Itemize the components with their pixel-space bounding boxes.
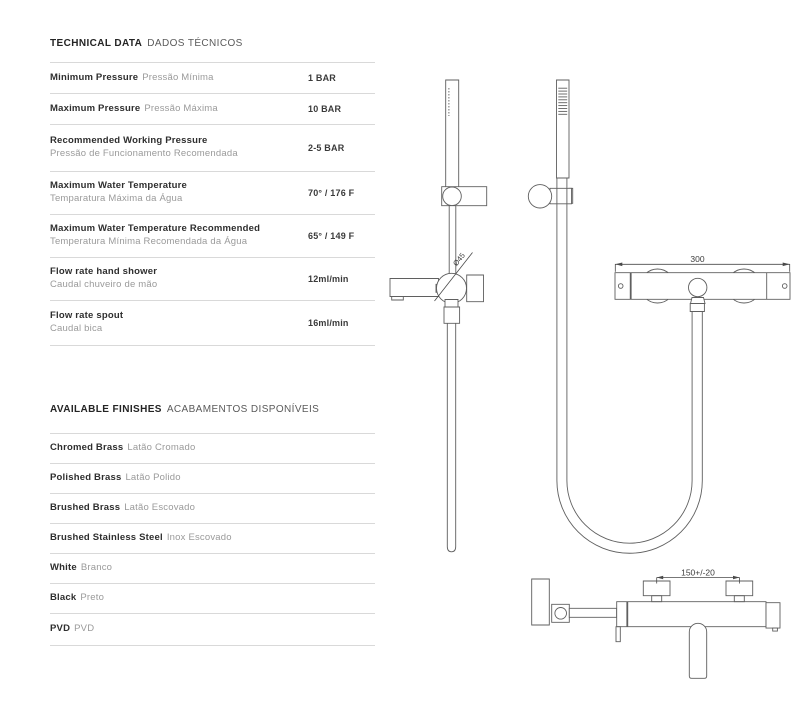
spout-aerator bbox=[392, 297, 404, 301]
row-label-en: White bbox=[50, 562, 77, 574]
row-value: 1 BAR bbox=[308, 73, 337, 83]
mixer-top-view bbox=[615, 254, 790, 312]
row-label-pt: Preto bbox=[80, 592, 105, 604]
slider-knob bbox=[443, 187, 462, 206]
hand-shower-holder bbox=[532, 579, 550, 625]
end-cap bbox=[766, 603, 780, 628]
width-dimension-label: 300 bbox=[690, 254, 705, 264]
row-value: 70° / 176 F bbox=[308, 188, 355, 198]
bath-mixer-front-view bbox=[532, 568, 780, 679]
row-label-en: Brushed Stainless Steel bbox=[50, 532, 163, 544]
hand-shower-front bbox=[446, 80, 459, 187]
row-value: 65° / 149 F bbox=[308, 231, 355, 241]
diverter-knob bbox=[467, 275, 484, 302]
bath-spout bbox=[689, 623, 706, 678]
row-label-en: Brushed Brass bbox=[50, 502, 121, 514]
spacing-dimension-label: 150+/-20 bbox=[681, 567, 715, 578]
safety-button bbox=[773, 628, 778, 631]
hose-outlet-connector bbox=[691, 298, 706, 304]
connecting-rail bbox=[569, 608, 616, 617]
row-label-en: Maximum Water Temperature bbox=[50, 180, 187, 192]
row-label-en: Polished Brass bbox=[50, 472, 122, 484]
row-label-pt: Latão Escovado bbox=[124, 502, 196, 514]
mixer-body-bar bbox=[617, 602, 766, 627]
width-dimension bbox=[615, 254, 789, 272]
row-label-pt: Temperatura Mínima Recomendada da Água bbox=[50, 236, 248, 247]
diameter-dimension-label: Ø45 bbox=[451, 251, 467, 268]
hand-shower-side bbox=[557, 80, 570, 178]
row-label-pt: Latão Cromado bbox=[127, 442, 196, 454]
shower-hose bbox=[557, 178, 705, 553]
row-label-en: Chromed Brass bbox=[50, 442, 124, 454]
row-label-en: Recommended Working Pressure bbox=[50, 135, 208, 147]
row-label-en: Black bbox=[50, 592, 77, 604]
row-label-en: Flow rate hand shower bbox=[50, 266, 158, 278]
row-label-pt: Caudal bica bbox=[50, 323, 103, 334]
row-label-pt: Pressão Mínima bbox=[142, 71, 214, 83]
row-label-en: Flow rate spout bbox=[50, 310, 124, 322]
row-label-pt: PVD bbox=[74, 623, 95, 635]
row-label-en: Maximum Water Temperature Recommended bbox=[50, 223, 261, 235]
wall-bracket-knob bbox=[528, 185, 551, 208]
lever-handle bbox=[616, 627, 620, 642]
mixer-body bbox=[437, 273, 467, 303]
nozzle-grid bbox=[558, 88, 567, 114]
row-label-pt: Caudal chuveiro de mão bbox=[50, 279, 158, 290]
available-finishes-title-pt: ACABAMENTOS DISPONÍVEIS bbox=[166, 404, 320, 415]
row-label-en: Maximum Pressure bbox=[50, 102, 141, 114]
hand-shower-side-view bbox=[528, 80, 705, 553]
row-label-pt: Temparatura Máxima da Água bbox=[50, 193, 183, 204]
row-value: 16ml/min bbox=[308, 318, 349, 328]
wall-bracket bbox=[550, 188, 572, 204]
row-value: 12ml/min bbox=[308, 274, 349, 284]
holder-knob bbox=[555, 608, 567, 620]
technical-data-title-pt: DADOS TÉCNICOS bbox=[147, 38, 243, 49]
row-label-en: Minimum Pressure bbox=[50, 71, 139, 83]
shower-column-front-view bbox=[390, 80, 487, 552]
row-value: 2-5 BAR bbox=[308, 143, 345, 153]
row-value: 10 BAR bbox=[308, 104, 342, 114]
row-label-pt: Latão Polido bbox=[125, 472, 181, 484]
row-label-pt: Pressão Máxima bbox=[144, 102, 218, 114]
technical-data-title-en: TECHNICAL DATA bbox=[50, 38, 143, 49]
available-finishes-title-en: AVAILABLE FINISHES bbox=[50, 404, 162, 415]
hose-connector bbox=[444, 307, 460, 323]
row-label-pt: Branco bbox=[80, 562, 113, 574]
shower-rail bbox=[447, 323, 455, 552]
outlet-knob bbox=[689, 278, 707, 296]
spout bbox=[390, 279, 439, 297]
row-label-pt: Inox Escovado bbox=[166, 532, 232, 544]
row-label-en: PVD bbox=[50, 623, 71, 635]
row-label-pt: Pressão de Funcionamento Recomendada bbox=[50, 148, 238, 159]
